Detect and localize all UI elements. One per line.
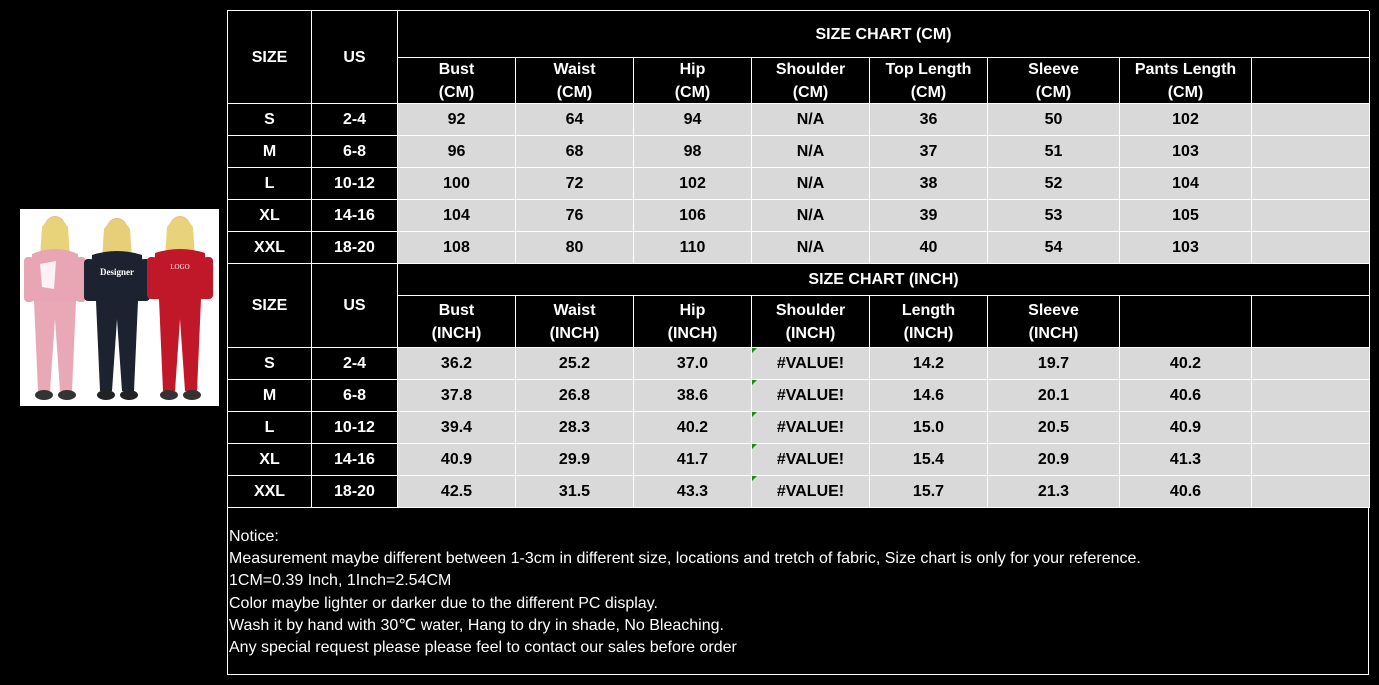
inch-value-cell: #VALUE! <box>752 476 870 508</box>
cm-row-us: 10-12 <box>312 168 398 200</box>
cm-column-header: Waist (CM) <box>516 58 634 104</box>
error-indicator-icon <box>752 476 757 481</box>
cm-value-cell: 108 <box>398 232 516 264</box>
cm-value-cell: 98 <box>634 136 752 168</box>
cm-value-cell: 80 <box>516 232 634 264</box>
cm-value-cell <box>1252 168 1370 200</box>
notice-line: 1CM=0.39 Inch, 1Inch=2.54CM <box>229 572 452 590</box>
inch-value-cell <box>1252 380 1370 412</box>
inch-value-cell: 40.6 <box>1120 476 1252 508</box>
inch-row-size: XXL <box>228 476 312 508</box>
inch-row-size: L <box>228 412 312 444</box>
inch-value-cell: 14.6 <box>870 380 988 412</box>
cm-value-cell: 54 <box>988 232 1120 264</box>
cm-value-cell: 52 <box>988 168 1120 200</box>
inch-column-header: Bust (INCH) <box>398 296 516 348</box>
inch-value-cell: 38.6 <box>634 380 752 412</box>
cm-value-cell: N/A <box>752 104 870 136</box>
cm-column-header: Pants Length (CM) <box>1120 58 1252 104</box>
inch-value-cell: 29.9 <box>516 444 634 476</box>
product-photo <box>20 209 219 406</box>
inch-value-cell: 42.5 <box>398 476 516 508</box>
notice-line: Measurement maybe different between 1-3cm in different size, locations and tretch of fabric, Size chart is only for your reference. <box>229 550 1141 568</box>
cm-value-cell <box>1252 200 1370 232</box>
cm-value-cell: 68 <box>516 136 634 168</box>
notice-block <box>229 526 1359 659</box>
error-indicator-icon <box>752 444 757 449</box>
cm-value-cell: 103 <box>1120 136 1252 168</box>
cm-value-cell <box>1252 104 1370 136</box>
cm-row-size: S <box>228 104 312 136</box>
inch-value-cell: 40.9 <box>1120 412 1252 444</box>
inch-value-cell: 28.3 <box>516 412 634 444</box>
cm-value-cell: 92 <box>398 104 516 136</box>
cm-column-header: Sleeve (CM) <box>988 58 1120 104</box>
inch-value-cell: 20.9 <box>988 444 1120 476</box>
cm-value-cell: 103 <box>1120 232 1252 264</box>
cm-value-cell: N/A <box>752 168 870 200</box>
cm-value-cell: 36 <box>870 104 988 136</box>
inch-row-size: XL <box>228 444 312 476</box>
inch-value-cell: 14.2 <box>870 348 988 380</box>
inch-value-cell: 20.1 <box>988 380 1120 412</box>
error-indicator-icon <box>752 348 757 353</box>
inch-row-us: 6-8 <box>312 380 398 412</box>
cm-value-cell: 102 <box>1120 104 1252 136</box>
cm-column-header: Bust (CM) <box>398 58 516 104</box>
cm-row-size: L <box>228 168 312 200</box>
inch-size-header: SIZE <box>228 264 312 348</box>
inch-value-cell: 40.9 <box>398 444 516 476</box>
notice-line: Wash it by hand with 30℃ water, Hang to dry in shade, No Bleaching. <box>229 616 724 634</box>
cm-size-header: SIZE <box>228 11 312 104</box>
cm-column-header: Hip (CM) <box>634 58 752 104</box>
inch-column-header <box>1120 296 1252 348</box>
inch-value-cell: 19.7 <box>988 348 1120 380</box>
inch-value-cell: 26.8 <box>516 380 634 412</box>
inch-value-cell: 40.6 <box>1120 380 1252 412</box>
inch-value-cell <box>1252 444 1370 476</box>
cm-row-size: XL <box>228 200 312 232</box>
inch-value-cell: 15.7 <box>870 476 988 508</box>
cm-row-us: 6-8 <box>312 136 398 168</box>
cm-value-cell: 96 <box>398 136 516 168</box>
cm-us-header: US <box>312 11 398 104</box>
inch-column-header <box>1252 296 1370 348</box>
cm-value-cell: 105 <box>1120 200 1252 232</box>
cm-value-cell: 53 <box>988 200 1120 232</box>
inch-value-cell: 37.8 <box>398 380 516 412</box>
cm-value-cell <box>1252 136 1370 168</box>
tracksuit-models-illustration <box>20 209 219 406</box>
cm-row-size: XXL <box>228 232 312 264</box>
cm-value-cell: N/A <box>752 232 870 264</box>
cm-value-cell: 102 <box>634 168 752 200</box>
cm-value-cell: 104 <box>1120 168 1252 200</box>
inch-value-cell: 41.7 <box>634 444 752 476</box>
inch-column-header: Shoulder (INCH) <box>752 296 870 348</box>
inch-value-cell: 15.4 <box>870 444 988 476</box>
cm-row-size: M <box>228 136 312 168</box>
cm-value-cell: 51 <box>988 136 1120 168</box>
inch-value-cell: 31.5 <box>516 476 634 508</box>
notice-line: Color maybe lighter or darker due to the different PC display. <box>229 594 658 612</box>
cm-value-cell: 64 <box>516 104 634 136</box>
inch-value-cell: 37.0 <box>634 348 752 380</box>
inch-value-cell: #VALUE! <box>752 380 870 412</box>
inch-column-header: Sleeve (INCH) <box>988 296 1120 348</box>
cm-value-cell: 106 <box>634 200 752 232</box>
error-indicator-icon <box>752 380 757 385</box>
cm-column-header <box>1252 58 1370 104</box>
cm-value-cell: 37 <box>870 136 988 168</box>
cm-row-us: 2-4 <box>312 104 398 136</box>
inch-row-us: 10-12 <box>312 412 398 444</box>
designer-text: Designer <box>100 267 134 277</box>
inch-column-header: Hip (INCH) <box>634 296 752 348</box>
cm-value-cell: 40 <box>870 232 988 264</box>
inch-title: SIZE CHART (INCH) <box>398 264 1370 296</box>
inch-value-cell: 36.2 <box>398 348 516 380</box>
cm-column-header: Top Length (CM) <box>870 58 988 104</box>
inch-row-us: 14-16 <box>312 444 398 476</box>
notice-line: Any special request please please feel to contact our sales before order <box>229 639 737 657</box>
inch-row-us: 18-20 <box>312 476 398 508</box>
cm-value-cell: 76 <box>516 200 634 232</box>
inch-row-size: S <box>228 348 312 380</box>
inch-value-cell: 41.3 <box>1120 444 1252 476</box>
inch-value-cell <box>1252 412 1370 444</box>
cm-value-cell: N/A <box>752 136 870 168</box>
cm-value-cell: 39 <box>870 200 988 232</box>
logo-text: LOGO <box>170 263 190 271</box>
inch-value-cell: 15.0 <box>870 412 988 444</box>
cm-value-cell: 100 <box>398 168 516 200</box>
cm-value-cell: 110 <box>634 232 752 264</box>
inch-column-header: Waist (INCH) <box>516 296 634 348</box>
error-indicator-icon <box>752 412 757 417</box>
inch-value-cell <box>1252 476 1370 508</box>
cm-value-cell: N/A <box>752 200 870 232</box>
cm-value-cell: 104 <box>398 200 516 232</box>
inch-value-cell: 21.3 <box>988 476 1120 508</box>
notice-heading: Notice: <box>229 528 279 545</box>
inch-value-cell: #VALUE! <box>752 348 870 380</box>
cm-row-us: 18-20 <box>312 232 398 264</box>
cm-value-cell: 72 <box>516 168 634 200</box>
inch-value-cell: 40.2 <box>634 412 752 444</box>
inch-value-cell: 43.3 <box>634 476 752 508</box>
inch-row-us: 2-4 <box>312 348 398 380</box>
inch-value-cell <box>1252 348 1370 380</box>
inch-us-header: US <box>312 264 398 348</box>
inch-column-header: Length (INCH) <box>870 296 988 348</box>
inch-row-size: M <box>228 380 312 412</box>
inch-value-cell: 20.5 <box>988 412 1120 444</box>
cm-column-header: Shoulder (CM) <box>752 58 870 104</box>
inch-value-cell: 25.2 <box>516 348 634 380</box>
inch-value-cell: 40.2 <box>1120 348 1252 380</box>
cm-value-cell: 38 <box>870 168 988 200</box>
inch-value-cell: 39.4 <box>398 412 516 444</box>
inch-value-cell: #VALUE! <box>752 412 870 444</box>
inch-value-cell: #VALUE! <box>752 444 870 476</box>
cm-title: SIZE CHART (CM) <box>398 11 1370 58</box>
cm-row-us: 14-16 <box>312 200 398 232</box>
cm-value-cell: 94 <box>634 104 752 136</box>
cm-value-cell: 50 <box>988 104 1120 136</box>
cm-value-cell <box>1252 232 1370 264</box>
